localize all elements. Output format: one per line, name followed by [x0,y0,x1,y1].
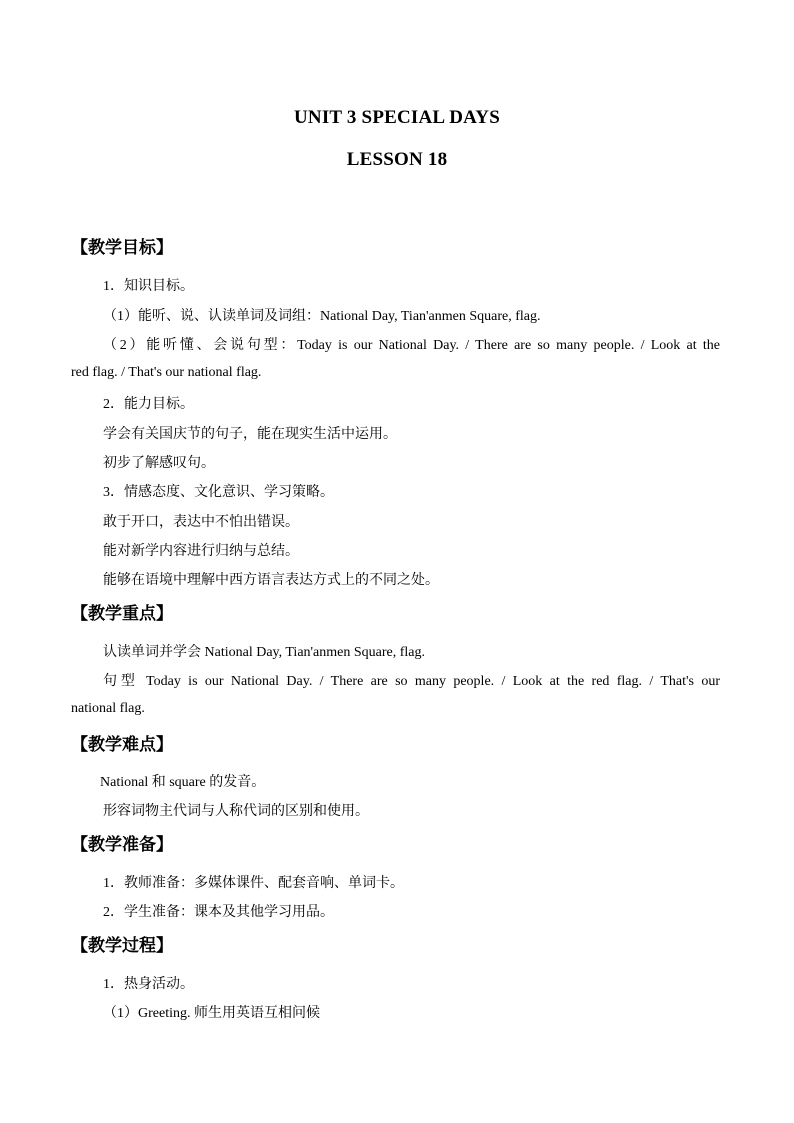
key-point-line-1: 认读单词并学会 National Day, Tian'anmen Square, flag. [103,645,426,660]
section-heading-preparation: 【教学准备】 [71,835,173,855]
section-heading-key-points: 【教学重点】 [71,604,173,624]
knowledge-item-1: （1）能听、说、认读单词及词组：National Day, Tian'anmen Square, flag. [103,309,541,324]
ability-goal: 2．能力目标。 [103,397,194,412]
section-heading-difficulties: 【教学难点】 [71,735,173,755]
key-point-line-3: national flag. [71,701,145,716]
section-heading-process: 【教学过程】 [71,936,173,956]
emotion-item-2: 能对新学内容进行归纳与总结。 [103,544,299,559]
difficulty-line-2: 形容词物主代词与人称代词的区别和使用。 [103,804,369,819]
emotion-item-1: 敢于开口，表达中不怕出错误。 [103,515,299,530]
knowledge-goal: 1．知识目标。 [103,279,194,294]
difficulty-line-1: National 和 square 的发音。 [100,775,266,790]
emotion-goal: 3．情感态度、文化意识、学习策略。 [103,485,334,500]
ability-item-2: 初步了解感叹句。 [103,456,215,471]
knowledge-item-2-line-2: red flag. / That's our national flag. [71,365,262,380]
emotion-item-3: 能够在语境中理解中西方语言表达方式上的不同之处。 [103,573,439,588]
teacher-preparation: 1．教师准备：多媒体课件、配套音响、单词卡。 [103,876,404,891]
knowledge-item-2-line-1: （2）能听懂、会说句型：Today is our National Day. / There are so many people. / Look at the [103,338,720,353]
unit-title: UNIT 3 SPECIAL DAYS [293,107,500,128]
ability-item-1: 学会有关国庆节的句子，能在现实生活中运用。 [103,427,397,442]
key-point-line-2: 句型 Today is our National Day. / There are so many people. / Look at the red flag. / That's our [103,674,720,689]
section-heading-objectives: 【教学目标】 [71,238,173,258]
process-step-1-1: （1）Greeting. 师生用英语互相问候 [103,1006,320,1021]
student-preparation: 2．学生准备：课本及其他学习用品。 [103,905,334,920]
process-step-1: 1．热身活动。 [103,977,194,992]
lesson-title: LESSON 18 [346,149,448,170]
